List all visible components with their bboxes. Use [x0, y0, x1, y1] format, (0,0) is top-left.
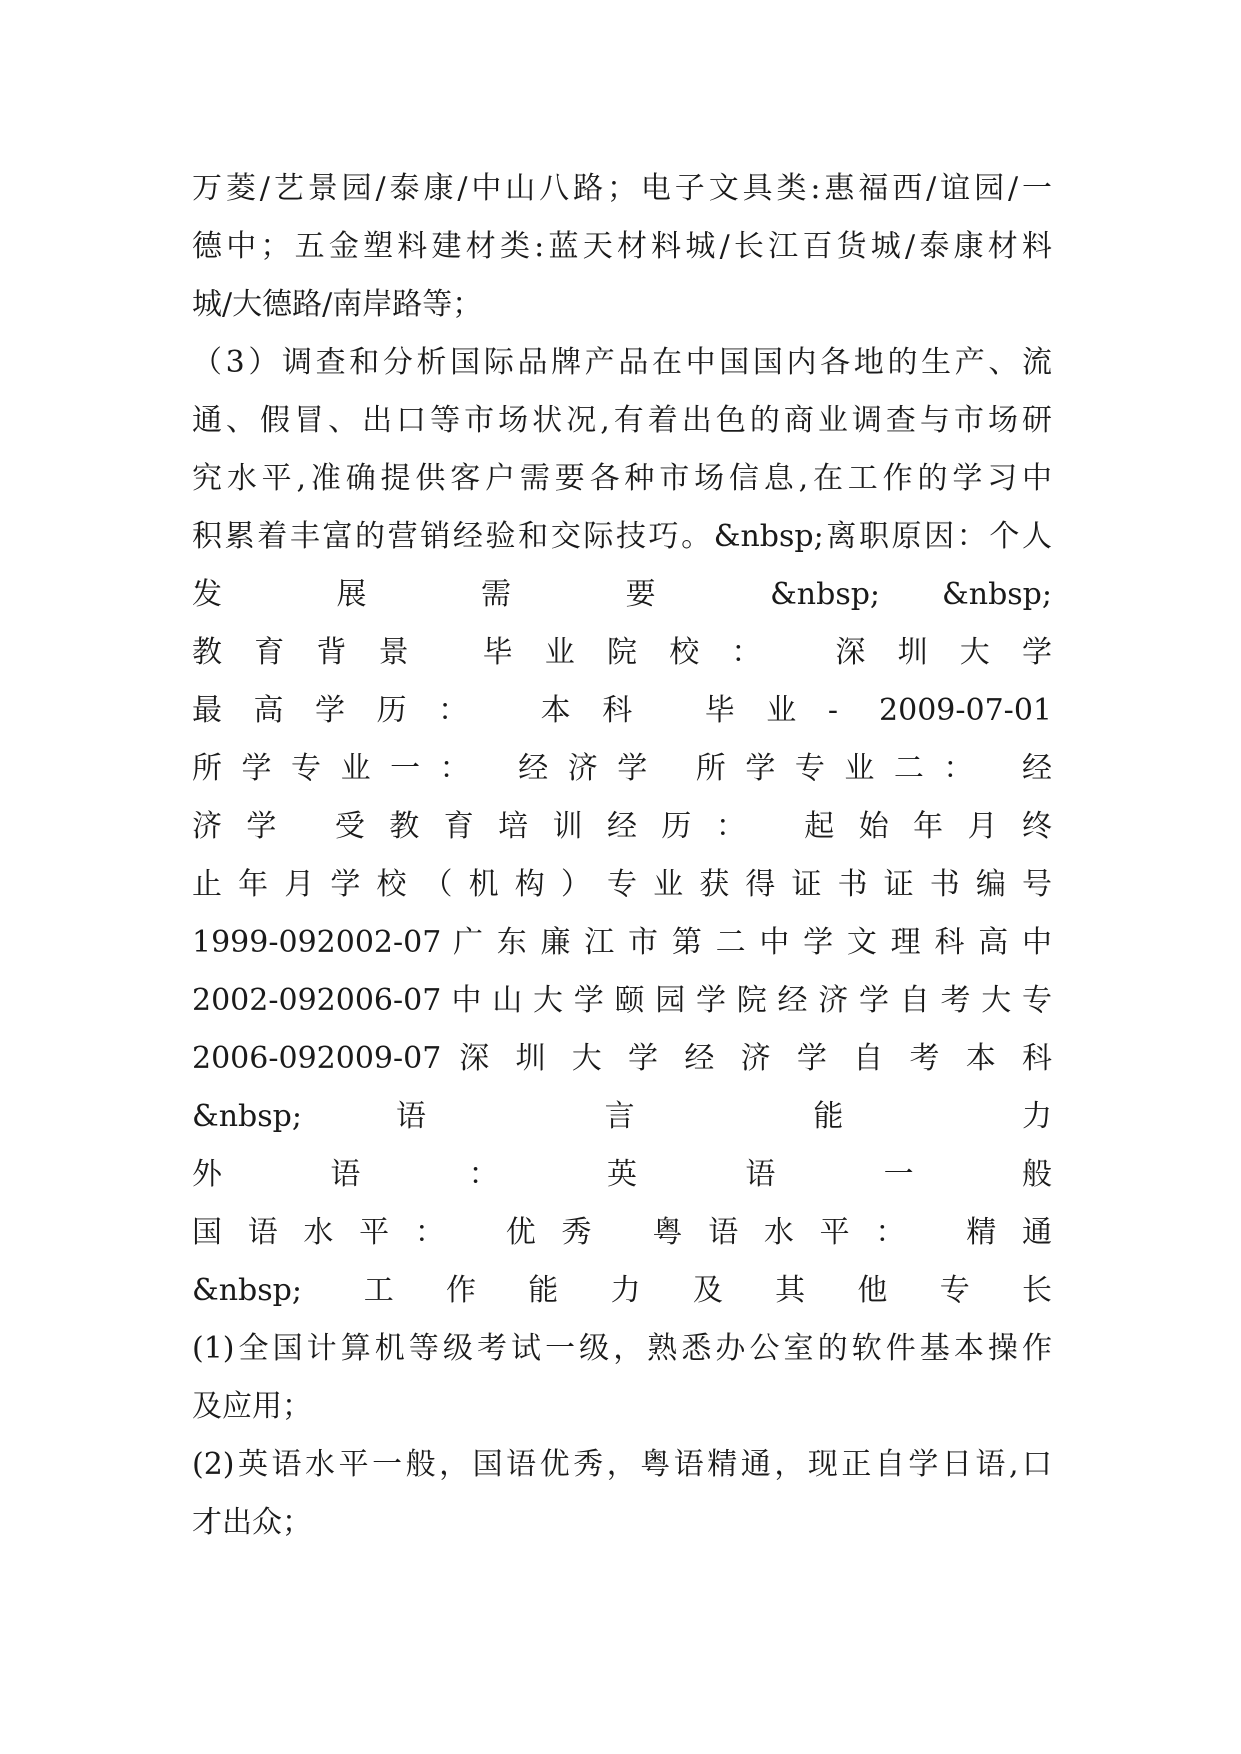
- text-line: 积累着丰富的营销经验和交际技巧。&nbsp;离职原因：个人: [192, 519, 1052, 554]
- text-line: (1)全国计算机等级考试一级，熟悉办公室的软件基本操作: [192, 1331, 1052, 1366]
- text-line: 万菱/艺景园/泰康/中山八路；电子文具类:惠福西/谊园/一: [192, 171, 1052, 206]
- text-line: 止 年 月 学 校 （ 机 构 ） 专 业 获 得 证 书 证 书 编 号: [192, 867, 1052, 902]
- text-line: 发 展 需 要 &nbsp; &nbsp;: [192, 577, 1052, 612]
- section-heading-education: 教育背景 毕业院校： 深圳大学: [192, 635, 1052, 670]
- text-line: 济学 受教育培训经历： 起始年月终: [192, 809, 1052, 844]
- text-line: 通、假冒、出口等市场状况,有着出色的商业调查与市场研: [192, 403, 1052, 438]
- section-heading-skills: &nbsp; 工作能力及其他专长: [192, 1273, 1052, 1308]
- text-line: 及应用；: [192, 1389, 312, 1424]
- text-line: 最高学历： 本科 毕业- 2009-07-01: [192, 693, 1052, 728]
- section-heading-language: &nbsp; 语 言 能 力: [192, 1099, 1052, 1134]
- text-line: 才出众；: [192, 1505, 312, 1540]
- text-line: 究水平,准确提供客户需要各种市场信息,在工作的学习中: [192, 461, 1052, 496]
- text-line: 外 语 ： 英 语 一 般: [192, 1157, 1052, 1192]
- text-line: 国语水平： 优秀 粤语水平： 精通: [192, 1215, 1052, 1250]
- text-line: 德中；五金塑料建材类:蓝天材料城/长江百货城/泰康材料: [192, 229, 1052, 264]
- text-line: 2002-092006-07 中 山 大 学 颐 园 学 院 经 济 学 自 考 大 专: [192, 983, 1052, 1018]
- text-line: （3）调查和分析国际品牌产品在中国国内各地的生产、流: [192, 345, 1052, 380]
- text-line: 所学专业一： 经济学 所学专业二： 经: [192, 751, 1052, 786]
- text-line: 1999-092002-07 广 东 廉 江 市 第 二 中 学 文 理 科 高 中: [192, 925, 1052, 960]
- text-line: (2)英语水平一般，国语优秀，粤语精通，现正自学日语,口: [192, 1447, 1052, 1482]
- text-line: 城/大德路/南岸路等；: [192, 287, 483, 322]
- document-body: [192, 160, 1052, 1552]
- text-line: 2006-092009-07 深 圳 大 学 经 济 学 自 考 本 科: [192, 1041, 1052, 1076]
